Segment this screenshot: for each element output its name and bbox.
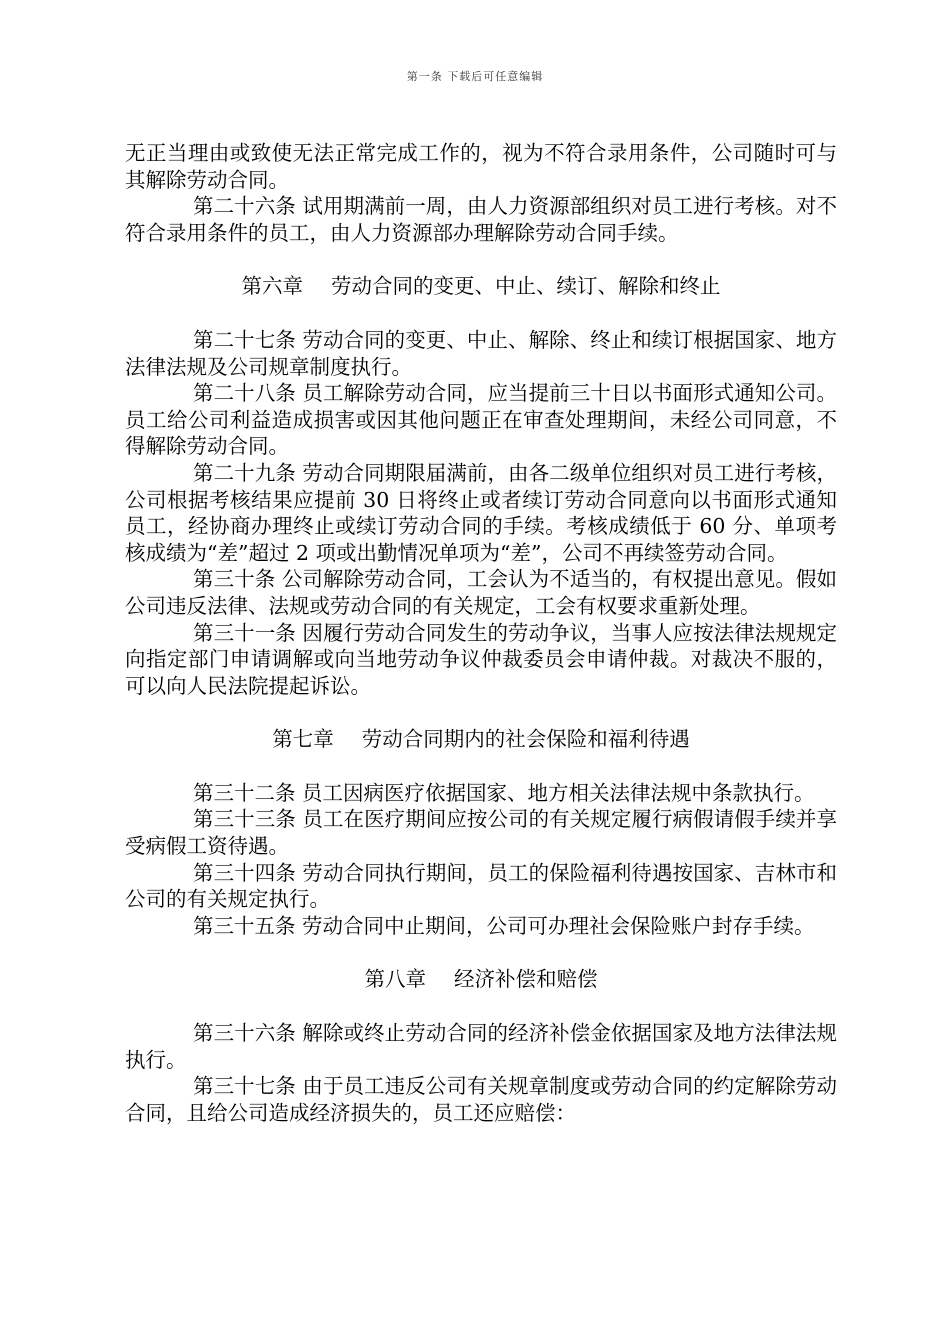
chapter-8-heading	[125, 939, 837, 1020]
article-27: 第二十七条 劳动合同的变更、中止、解除、终止和续订根据国家、地方法律法规及公司规章制度执行。	[125, 327, 837, 379]
article-34: 第三十四条 劳动合同执行期间，员工的保险福利待遇按国家、吉林市和公司的有关规定执行。	[125, 860, 837, 912]
article-29: 第二十九条 劳动合同期限届满前，由各二级单位组织对员工进行考核，公司根据考核结果应提前 30 日将终止或者续订劳动合同意向以书面形式通知员工，经协商办理终止或续订劳动合同的手续。考核成绩低于 60 分、单项考核成绩为“差”超过 2 项或出勤情况单项为“差”，公司不再续签劳动合同。	[125, 460, 837, 565]
article-31: 第三十一条 因履行劳动合同发生的劳动争议，当事人应按法律法规规定向指定部门申请调解或向当地劳动争议仲裁委员会申请仲裁。对裁决不服的，可以向人民法院提起诉讼。	[125, 620, 837, 698]
article-25-continuation: 无正当理由或致使无法正常完成工作的，视为不符合录用条件，公司随时可与其解除劳动合同。	[125, 141, 837, 192]
article-28: 第二十八条 员工解除劳动合同，应当提前三十日以书面形式通知公司。员工给公司利益造成损害或因其他问题正在审查处理期间，未经公司同意，不得解除劳动合同。	[125, 381, 837, 459]
chapter-6-title: 劳动合同的变更、中止、续订、解除和终止	[331, 274, 721, 299]
article-33: 第三十三条 员工在医疗期间应按公司的有关规定履行病假请假手续并享受病假工资待遇。	[125, 807, 837, 859]
document-body	[125, 140, 837, 1126]
chapter-6-number: 第六章	[241, 274, 303, 299]
article-30: 第三十条 公司解除劳动合同，工会认为不适当的，有权提出意见。假如公司违反法律、法规或劳动合同的有关规定，工会有权要求重新处理。	[125, 567, 837, 618]
article-37: 第三十七条 由于员工违反公司有关规章制度或劳动合同的约定解除劳动合同，且给公司造成经济损失的，员工还应赔偿：	[125, 1074, 837, 1125]
page-header: 第一条 下载后可任意编辑	[406, 70, 544, 83]
article-26: 第二十六条 试用期满前一周，由人力资源部组织对员工进行考核。对不符合录用条件的员工，由人力资源部办理解除劳动合同手续。	[125, 194, 837, 245]
chapter-8-title: 经济补偿和赔偿	[454, 967, 598, 992]
chapter-7-heading	[125, 699, 837, 780]
chapter-8-number: 第八章	[364, 967, 426, 992]
chapter-6-heading	[125, 246, 837, 327]
article-32: 第三十二条 员工因病医疗依据国家、地方相关法律法规中条款执行。	[193, 780, 815, 805]
article-35: 第三十五条 劳动合同中止期间，公司可办理社会保险账户封存手续。	[193, 913, 815, 938]
chapter-7-number: 第七章	[272, 727, 334, 752]
chapter-7-title: 劳动合同期内的社会保险和福利待遇	[361, 727, 690, 752]
article-36: 第三十六条 解除或终止劳动合同的经济补偿金依据国家及地方法律法规执行。	[125, 1021, 837, 1072]
